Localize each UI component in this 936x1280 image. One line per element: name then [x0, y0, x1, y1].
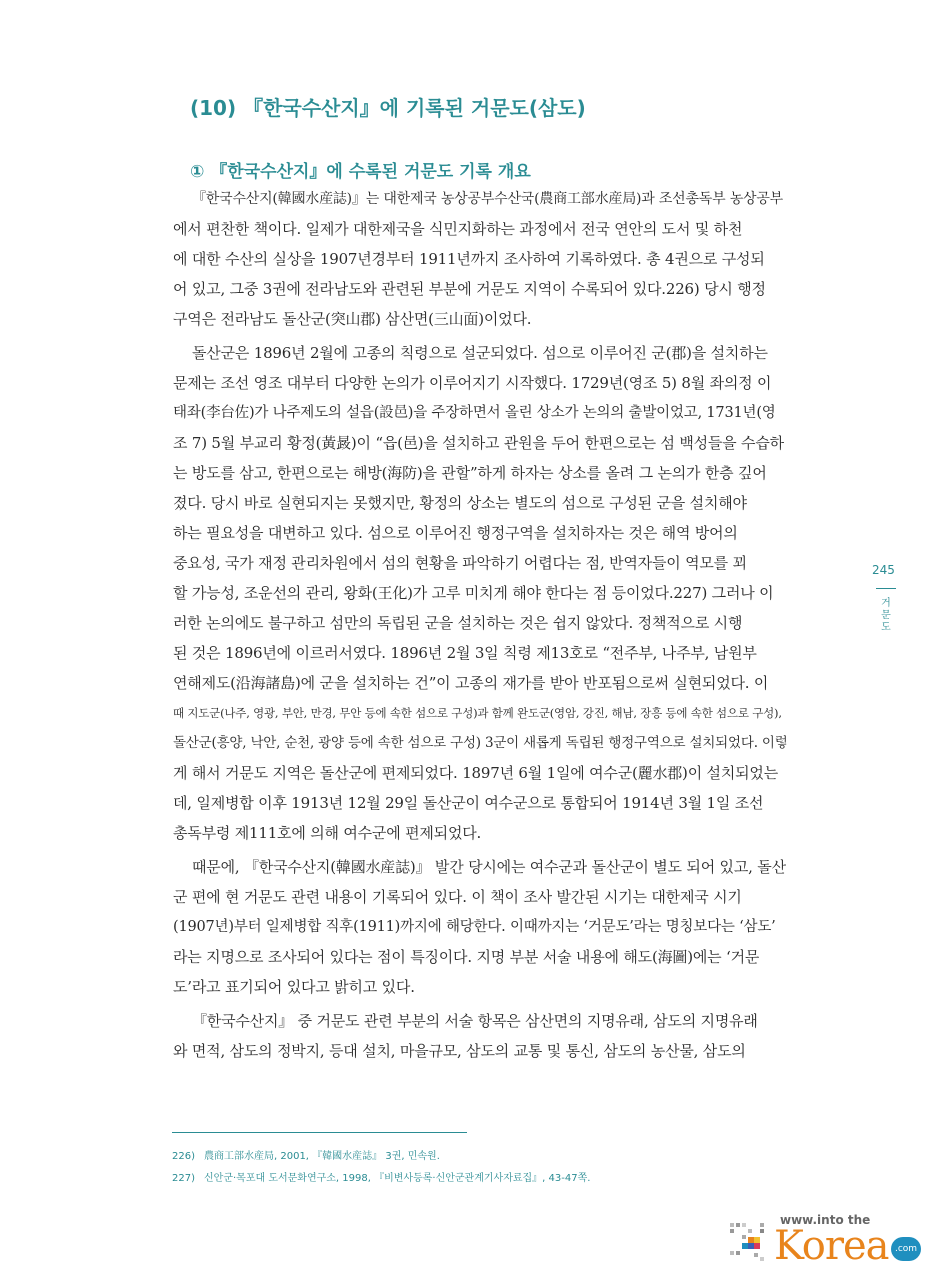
paragraph	[173, 184, 790, 334]
running-section-label: 거문도	[881, 598, 891, 633]
text-line: (1907년)부터 일제병합 직후(1911)까지에 해당한다. 이때까지는 ‘거문도’라는 명칭보다는 ‘삼도’	[173, 919, 776, 935]
text-line: 『한국수산지』 중 거문도 관련 부분의 서술 항목은 삼산면의 지명유래, 삼도의 지명유래	[192, 1012, 758, 1030]
text-line: 와 면적, 삼도의 정박지, 등대 설치, 마을규모, 삼도의 교통 및 통신, 삼도의 농산물, 삼도의	[173, 1042, 746, 1060]
paragraph	[173, 1006, 790, 1066]
section-heading: (10) 『한국수산지』에 기록된 거문도(삼도)	[190, 96, 586, 120]
body-text	[173, 184, 790, 1066]
page-number-rule	[876, 588, 896, 589]
text-line: 때문에, 『한국수산지(韓國水産誌)』 발간 당시에는 여수군과 돌산군이 별도 되어 있고, 돌산	[192, 858, 786, 876]
text-line: 연해제도(沿海諸島)에 군을 설치하는 건”이 고종의 재가를 받아 반포됨으로써 실현되었다. 이	[173, 674, 769, 692]
text-line: 문제는 조선 영조 대부터 다양한 논의가 이루어지기 시작했다. 1729년(영조 5) 8월 좌의정 이	[173, 374, 772, 392]
footnote-text: 農商工部水産局, 2001, 『韓國水産誌』 3권, 민속원.	[204, 1151, 440, 1162]
intothekorea-logo	[728, 1213, 928, 1273]
text-line: 조 7) 5월 부교리 황정(黃晸)이 “읍(邑)을 설치하고 관원을 두어 한편으로는 섬 백성들을 수습하	[173, 434, 784, 452]
text-line: 군 편에 현 거문도 관련 내용이 기록되어 있다. 이 책이 조사 발간된 시기는 대한제국 시기	[173, 888, 742, 906]
footnote	[172, 1146, 590, 1168]
text-line: 어 있고, 그중 3권에 전라남도와 관련된 부분에 거문도 지역이 수록되어 있다.226) 당시 행정	[173, 280, 766, 298]
text-line: 러한 논의에도 불구하고 섬만의 독립된 군을 설치하는 것은 쉽지 않았다. 정책적으로 시행	[173, 614, 743, 632]
text-line: 중요성, 국가 재정 관리차원에서 섬의 현황을 파악하기 어렵다는 점, 반역자들이 역모를 꾀	[173, 554, 747, 572]
paragraph	[173, 338, 790, 848]
footnote	[172, 1168, 590, 1190]
footnotes	[172, 1146, 590, 1190]
footnote-text: 신안군·목포대 도서문화연구소, 1998, 『비변사등록·신안군관계기사자료집』, 43-47쪽.	[204, 1173, 591, 1184]
text-line: 라는 지명으로 조사되어 있다는 점이 특징이다. 지명 부분 서술 내용에 해도(海圖)에는 ‘거문	[173, 948, 760, 966]
text-line: 도’라고 표기되어 있다고 밝히고 있다.	[173, 978, 415, 996]
footnote-number: 226)	[172, 1151, 195, 1162]
text-line: 구역은 전라남도 돌산군(突山郡) 삼산면(三山面)이었다.	[173, 310, 532, 328]
text-line: 총독부령 제111호에 의해 여수군에 편제되었다.	[173, 824, 482, 842]
logo-dotcom-badge: .com	[891, 1237, 921, 1261]
page-number: 245	[872, 563, 895, 577]
text-line: 돌산군은 1896년 2월에 고종의 칙령으로 설군되었다. 섬으로 이루어진 군(郡)을 설치하는	[192, 344, 768, 362]
text-line: 돌산군(흥양, 낙안, 순천, 광양 등에 속한 섬으로 구성) 3군이 새롭게 독립된 행정구역으로 설치되었다. 이렇	[173, 735, 788, 751]
logo-pixel-grid-icon	[728, 1221, 770, 1263]
subsection-heading: ① 『한국수산지』에 수록된 거문도 기록 개요	[190, 162, 531, 182]
text-line: 된 것은 1896년에 이르러서였다. 1896년 2월 3일 칙령 제13호로 “전주부, 나주부, 남원부	[173, 644, 757, 662]
text-line: 하는 필요성을 대변하고 있다. 섬으로 이루어진 행정구역을 설치하자는 것은 해역 방어의	[173, 524, 738, 542]
text-line: 때 지도군(나주, 영광, 부안, 만경, 무안 등에 속한 섬으로 구성)과 함께 완도군(영암, 강진, 해남, 장흥 등에 속한 섬으로 구성),	[173, 706, 782, 720]
text-line: 게 해서 거문도 지역은 돌산군에 편제되었다. 1897년 6월 1일에 여수군(麗水郡)이 설치되었는	[173, 764, 779, 782]
text-line: 할 가능성, 조운선의 관리, 왕화(王化)가 고루 미치게 해야 한다는 점 등이었다.227) 그러나 이	[173, 584, 774, 602]
text-line: 에서 편찬한 책이다. 일제가 대한제국을 식민지화하는 과정에서 전국 연안의 도서 및 하천	[173, 220, 743, 238]
text-line: 에 대한 수산의 실상을 1907년경부터 1911년까지 조사하여 기록하였다. 총 4권으로 구성되	[173, 250, 765, 268]
text-line: 태좌(李台佐)가 나주제도의 설읍(設邑)을 주장하면서 올린 상소가 논의의 출발이었고, 1731년(영	[173, 405, 776, 421]
text-line: 『한국수산지(韓國水産誌)』는 대한제국 농상공부수산국(農商工部水産局)과 조선총독부 농상공부	[192, 191, 783, 207]
logo-www-text: www.into the	[780, 1213, 871, 1227]
footnote-divider	[172, 1132, 467, 1133]
paragraph	[173, 852, 790, 1002]
text-line: 는 방도를 삼고, 한편으로는 해방(海防)을 관할”하게 하자는 상소를 올려 그 논의가 한층 깊어	[173, 464, 767, 482]
logo-korea-text: Korea	[774, 1223, 889, 1269]
text-line: 졌다. 당시 바로 실현되지는 못했지만, 황정의 상소는 별도의 섬으로 구성된 군을 설치해야	[173, 494, 747, 512]
footnote-number: 227)	[172, 1173, 195, 1184]
text-line: 데, 일제병합 이후 1913년 12월 29일 돌산군이 여수군으로 통합되어 1914년 3월 1일 조선	[173, 794, 764, 812]
